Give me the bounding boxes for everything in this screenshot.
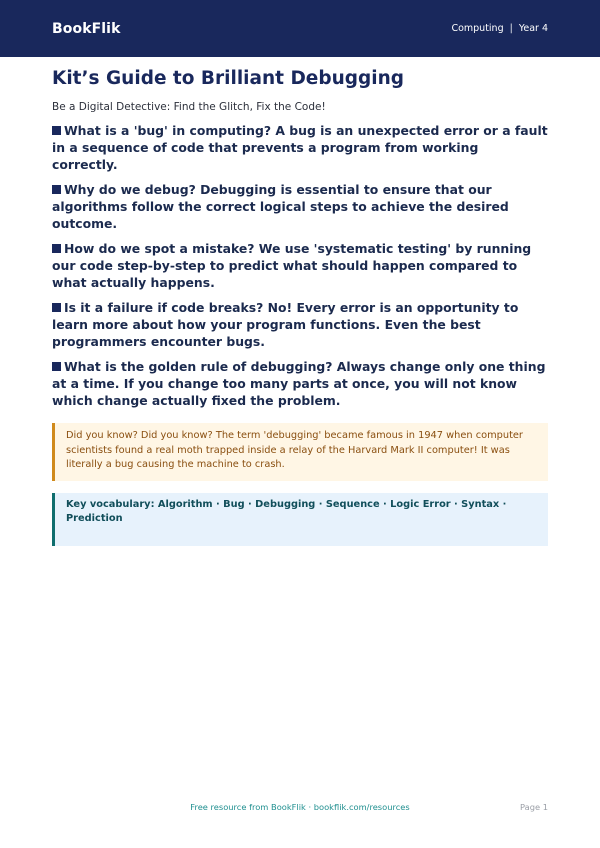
meta-separator: | xyxy=(509,23,513,34)
page-title: Kit’s Guide to Brilliant Debugging xyxy=(52,68,405,89)
page-footer xyxy=(52,802,548,812)
page-number: Page 1 xyxy=(519,802,548,812)
list-item xyxy=(52,240,548,291)
square-bullet-icon xyxy=(52,126,61,135)
list-item xyxy=(52,299,548,350)
site-header xyxy=(0,0,600,57)
list-item-text: What is the golden rule of debugging? Always change only one thing at a time. If you change too many parts at once, you will not know which change actually fixed the problem. xyxy=(52,359,546,409)
worksheet-content xyxy=(0,67,600,546)
footer-credit-link[interactable]: Free resource from BookFlik · bookflik.com/resources xyxy=(190,802,410,812)
brand-logo[interactable]: BookFlik xyxy=(52,20,121,37)
square-bullet-icon xyxy=(52,244,61,253)
square-bullet-icon xyxy=(52,185,61,194)
header-meta xyxy=(451,23,548,34)
vocabulary-box: Key vocabulary: Algorithm · Bug · Debugging · Sequence · Logic Error · Syntax · Prediction xyxy=(52,493,548,546)
subject-label: Computing xyxy=(451,23,504,34)
list-item-text: Why do we debug? Debugging is essential to ensure that our algorithms follow the correct logical steps to achieve the desired outcome. xyxy=(52,182,509,232)
list-item-text: What is a 'bug' in computing? A bug is an unexpected error or a fault in a sequence of code that prevents a program from working correctly. xyxy=(52,123,548,173)
list-item xyxy=(52,181,548,232)
list-item-text: How do we spot a mistake? We use 'systematic testing' by running our code step-by-step to predict what should happen compared to what actually happens. xyxy=(52,241,532,291)
list-item-text: Is it a failure if code breaks? No! Every error is an opportunity to learn more about how your program functions. Even the best programmers encounter bugs. xyxy=(52,300,519,350)
year-label: Year 4 xyxy=(518,23,548,34)
page-subtitle: Be a Digital Detective: Find the Glitch, Fix the Code! xyxy=(52,101,326,114)
square-bullet-icon xyxy=(52,303,61,312)
square-bullet-icon xyxy=(52,362,61,371)
qa-list xyxy=(52,122,548,409)
fact-callout: Did you know? Did you know? The term 'debugging' became famous in 1947 when computer scientists found a real moth trapped inside a relay of the Harvard Mark II computer! It was literally a bug causing the machine to crash. xyxy=(52,423,548,481)
list-item xyxy=(52,122,548,173)
list-item xyxy=(52,358,548,409)
